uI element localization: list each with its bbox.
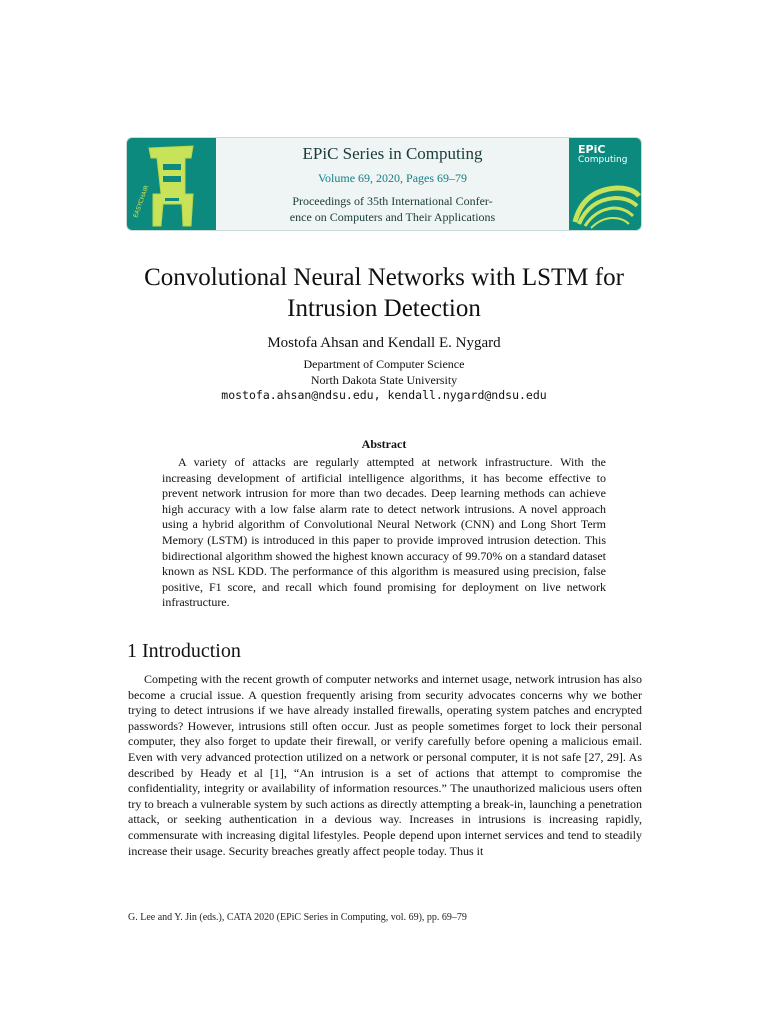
series-proceedings	[216, 194, 569, 225]
chair-logo-icon	[127, 138, 216, 230]
svg-text:EASYCHAIR: EASYCHAIR	[132, 184, 151, 219]
paper-authors: Mostofa Ahsan and Kendall E. Nygard	[267, 335, 501, 351]
author-emails[interactable]: mostofa.ahsan@ndsu.edu, kendall.nygard@ndsu.edu	[221, 388, 547, 402]
proceedings-line-1: Proceedings of 35th International Confer-	[292, 194, 493, 208]
series-banner	[126, 137, 642, 231]
epic-computing-logo	[569, 138, 641, 230]
series-volume: Volume 69, 2020, Pages 69–79	[317, 171, 468, 185]
paper-title-line-1: Convolutional Neural Networks with LSTM for	[144, 264, 624, 291]
series-title: EPiC Series in Computing	[302, 144, 483, 163]
affiliation-department: Department of Computer Science	[303, 357, 465, 371]
paper-title-line-2: Intrusion Detection	[287, 295, 481, 322]
page-footer-citation: G. Lee and Y. Jin (eds.), CATA 2020 (EPiC Series in Computing, vol. 69), pp. 69–79	[128, 912, 467, 923]
paper-title	[100, 262, 668, 324]
introduction-text: Competing with the recent growth of computer networks and internet usage, network intrusion has also become a crucial issue. A question frequently arising from security advocates concerns why we bother trying to detect intrusions if we have already installed firewalls, operating system patches and encrypted passwords? However, intrusions still often occur. Just as people sometimes forget to lock their personal computer, they also forget to update their firewall, or verify carefully before opening a malicious email. Even with very advanced protection utilized on a network or personal computer, it is not safe [27, 29]. As described by Heady et al [1], “An intrusion is a set of actions that attempt to compromise the confidentiality, integrity or availability of information resources.” The unauthorized malicious users often try to breach a vulnerable system by such actions as directly attempting a break-in, launching a penetration attack, or seeking authentication in a devious way. Increases in intrusions is increasing rapidly, commensurate with increasing digital lifestyles. People depend upon internet services and tend to steadily increase their usage. Security breaches greatly affect people today. Thus it	[128, 672, 642, 858]
abstract-text: A variety of attacks are regularly attempted at network infrastructure. With the increasing development of artificial intelligence algorithms, it has become effective to prevent network intrusion for more than two decades. Deep learning methods can achieve high accuracy with a low false alarm rate to detect network intrusions. A novel approach using a hybrid algorithm of Convolutional Neural Network (CNN) and Long Short Term Memory (LSTM) is introduced in this paper to provide improved intrusion detection. This bidirectional algorithm showed the highest known accuracy of 99.70% on a standard dataset known as NSL KDD. The performance of this algorithm is measured using precision, false positive, F1 score, and recall which found promising for deployment on live network infrastructure.	[162, 455, 606, 610]
author-affiliation	[0, 356, 768, 388]
section-heading-introduction: 1 Introduction	[127, 640, 241, 662]
abstract-heading: Abstract	[361, 437, 407, 451]
affiliation-university: North Dakota State University	[310, 373, 458, 387]
proceedings-line-2: ence on Computers and Their Applications	[289, 209, 496, 224]
epic-badge-line-1: EPiC	[578, 143, 606, 156]
epic-badge-line-2: Computing	[578, 155, 628, 166]
series-logo	[127, 138, 216, 230]
wave-logo-icon	[569, 138, 641, 230]
